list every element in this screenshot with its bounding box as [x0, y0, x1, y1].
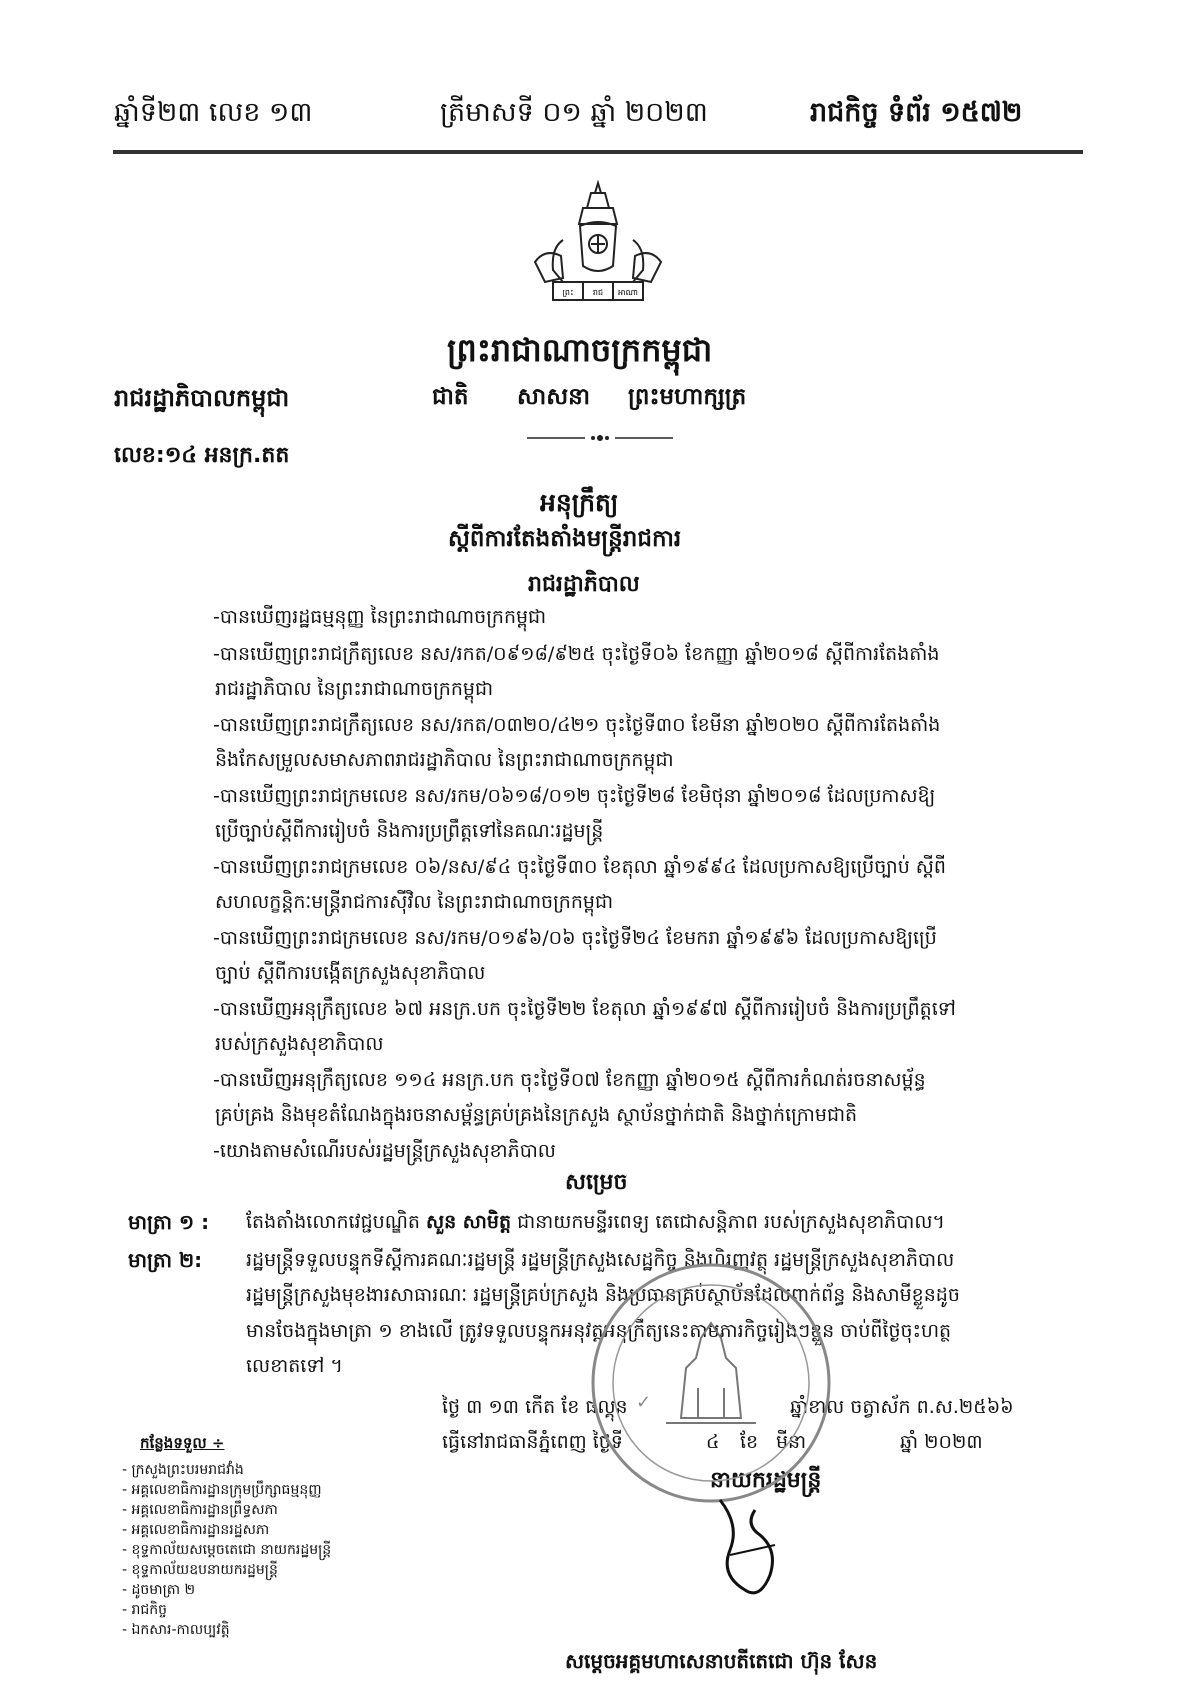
header-divider [113, 150, 1083, 154]
motto-religion: សាសនា [517, 384, 590, 410]
signing-month: មីនា [776, 1431, 807, 1453]
kingdom-name: ព្រះរាជាណាចក្រកម្ពុជា [447, 331, 713, 369]
distribution-item: - អគ្គលេខាធិការដ្ឋានរដ្ឋសភា [122, 1522, 270, 1538]
month-prefix: ខែ [740, 1431, 759, 1453]
distribution-item: - អគ្គលេខាធិការដ្ឋានព្រឹទ្ធសភា [122, 1502, 278, 1518]
distribution-heading: កន្លែងទទួល ÷ [140, 1434, 225, 1452]
article-2-line: រដ្ឋមន្ត្រីក្រសួងមុខងារសាធារណៈ រដ្ឋមន្ត្រីគ្រប់ក្រសួង និងប្រធានគ្រប់ស្ថាប័នដែលពាក់ព័ន្ធ និងសាមីខ្លួនដូច [246, 1284, 960, 1306]
gazette-quarter-date: ត្រីមាសទី ០១ ឆ្នាំ ២០២៣ [440, 97, 708, 128]
distribution-item: - អគ្គលេខាធិការដ្ឋានក្រុមប្រឹក្សាធម្មនុញ្ញ [122, 1482, 322, 1498]
preamble-line: រាជរដ្ឋាភិបាល នៃព្រះរាជាណាចក្រកម្ពុជា [215, 678, 494, 700]
preamble-line: -យោងតាមសំណើរបស់រដ្ឋមន្ត្រីក្រសួងសុខាភិបាល [213, 1140, 556, 1162]
preamble-line: -បានឃើញព្រះរាជក្រមលេខ នស/រកម/០៦១៨/០១២ ចុះថ្ងៃទី២៨ ខែមិថុនា ឆ្នាំ២០១៨ ដែលប្រកាសឱ្យ [213, 785, 936, 807]
lunar-date-prefix: ថ្ងៃ [442, 1396, 461, 1418]
motto-nation: ជាតិ [432, 384, 469, 410]
article-2-line: មានចែងក្នុងមាត្រា ១ ខាងលើ ត្រូវទទួលបន្ទុកអនុវត្តអនុក្រឹត្យនេះតាមភារកិច្ចរៀងៗខ្លួន ចាប់ពីថ្ងៃចុះហត្ថ [246, 1320, 952, 1342]
preamble-line: គ្រប់គ្រង និងមុខតំណែងក្នុងរចនាសម្ព័ន្ធគ្រប់គ្រងនៃក្រសួង ស្ថាប័នថ្នាក់ជាតិ និងថ្នាក់ក្រោមជាតិ [215, 1104, 858, 1126]
lunar-year: ឆ្នាំខាល ចត្វាស័ក ព.ស.២៥៦៦ [790, 1396, 1014, 1418]
gazette-year-issue: ឆ្នាំទី២៣ លេខ ១៣ [114, 97, 313, 128]
preamble-line: -បានឃើញអនុក្រឹត្យលេខ ៦៧ អនក្រ.បក ចុះថ្ងៃទី២២ ខែតុលា ឆ្នាំ១៩៩៧ ស្តីពីការរៀបចំ និងការប្រព្រឹត្តទៅ [213, 998, 956, 1020]
preamble-line: និងកែសម្រួលសមាសភាពរាជរដ្ឋាភិបាល នៃព្រះរាជាណាចក្រកម្ពុជា [215, 749, 674, 771]
seal-mark: ✓ [636, 1392, 652, 1413]
preamble-line: សហលក្ខន្តិកៈមន្ត្រីរាជការស៊ីវិល នៃព្រះរាជាណាចក្រកម្ពុជា [215, 891, 614, 913]
divider-ornament-icon [525, 430, 675, 446]
document-subject: ស្តីពីការតែងតាំងមន្ត្រីរាជការ [448, 526, 682, 552]
distribution-item: - ដូចមាត្រា ២ [122, 1582, 196, 1598]
distribution-item: - ឯកសារ-កាលប្បវត្តិ [122, 1622, 230, 1638]
distribution-item: - ខុទ្ទកាល័យឧបនាយករដ្ឋមន្ត្រី [122, 1562, 278, 1578]
distribution-item: - ខុទ្ទកាល័យសម្តេចតេជោ នាយករដ្ឋមន្ត្រី [122, 1542, 332, 1558]
motto-king: ព្រះមហាក្សត្រ [628, 384, 747, 410]
preamble-line: -បានឃើញព្រះរាជក្រមលេខ ០៦/នស/៩៤ ចុះថ្ងៃទី៣០ ខែតុលា ឆ្នាំ១៩៩៤ ដែលប្រកាសឱ្យប្រើច្បាប់ ស្តីពី [213, 856, 946, 878]
preamble-line: របស់ក្រសួងសុខាភិបាល [215, 1033, 384, 1055]
emblem-band-label-2: រាជ [592, 288, 604, 297]
preamble-line: -បានឃើញព្រះរាជក្រមលេខ នស/រកម/០១៩៦/០៦ ចុះថ្ងៃទី២៤ ខែមករា ឆ្នាំ១៩៩៦ ដែលប្រកាសឱ្យប្រើ [213, 927, 937, 949]
signatory-name: សម្តេចអគ្គមហាសេនាបតីតេជោ ហ៊ុន សែន [565, 1649, 878, 1673]
decision-heading: សម្រេច [565, 1170, 628, 1195]
article-1-label: មាត្រា ១ : [128, 1210, 210, 1234]
preamble-line: -បានឃើញព្រះរាជក្រឹត្យលេខ នស/រកត/០៣២០/៤២១ ចុះថ្ងៃទី៣០ ខែមីនា ឆ្នាំ២០២០ ស្តីពីការតែងតាំង [213, 714, 941, 736]
handwritten-signature-icon [700, 1495, 790, 1605]
issuer-government: រាជរដ្ឋាភិបាលកម្ពុជា [114, 384, 290, 412]
article-2-line: រដ្ឋមន្ត្រីទទួលបន្ទុកទីស្តីការគណៈរដ្ឋមន្ត្រី រដ្ឋមន្ត្រីក្រសួងសេដ្ឋកិច្ច និងហិរញ្ញវត្ថុ រដ្ឋមន្ត្រីក្រសួងសុខាភិបាល [246, 1249, 955, 1271]
signatory-title: នាយករដ្ឋមន្ត្រី [710, 1468, 822, 1493]
preamble-line: ច្បាប់ ស្តីពីការបង្កើតក្រសួងសុខាភិបាល [215, 962, 486, 984]
emblem-band-label-1: ព្រះ [562, 288, 574, 297]
signing-day: ៤ [706, 1431, 720, 1453]
article-1-text-a: តែងតាំងលោកវេជ្ជបណ្ឌិត [246, 1211, 420, 1233]
article-2-label: មាត្រា ២: [128, 1248, 203, 1272]
document-type-title: អនុក្រឹត្យ [540, 488, 619, 517]
preamble-line: -បានឃើញអនុក្រឹត្យលេខ ១១៤ អនក្រ.បក ចុះថ្ងៃទី០៧ ខែកញ្ញា ឆ្នាំ២០១៥ ស្តីពីការកំណត់រចនាសម្ព័ន្ធ [213, 1069, 926, 1091]
distribution-item: - ក្រសួងព្រះបរមរាជវាំង [122, 1462, 244, 1478]
preamble-heading: រាជរដ្ឋាភិបាល [528, 572, 640, 597]
article-1-text-b: ជានាយកមន្ទីរពេទ្យ តេជោសន្តិភាព របស់ក្រសួងសុខាភិបាល។ [517, 1211, 945, 1233]
signing-year: ឆ្នាំ ២០២៣ [900, 1431, 983, 1453]
royal-coat-of-arms-icon [523, 178, 673, 313]
appointee-name: សួន សាមិត្ត [426, 1211, 512, 1233]
official-seal-icon [586, 1258, 836, 1508]
emblem-band-label-3: អាណា [618, 288, 638, 297]
reference-number: លេខ:១៤ អនក្រ.តត [114, 443, 290, 468]
distribution-item: - រាជកិច្ច [122, 1602, 168, 1618]
article-2-line: លេខាតទៅ ។ [246, 1355, 343, 1377]
preamble-line: -បានឃើញរដ្ឋធម្មនុញ្ញ នៃព្រះរាជាណាចក្រកម្ពុជា [213, 606, 547, 628]
gazette-page-number: រាជកិច្ច ទំព័រ ១៥៧២ [810, 97, 1023, 128]
preamble-line: ប្រើច្បាប់ស្តីពីការរៀបចំ និងការប្រព្រឹត្តទៅនៃគណៈរដ្ឋមន្ត្រី [215, 820, 604, 842]
place-prefix: ធ្វើនៅរាជធានីភ្នំពេញ ថ្ងៃទី [442, 1431, 623, 1453]
preamble-line: -បានឃើញព្រះរាជក្រឹត្យលេខ នស/រកត/០៩១៨/៩២៥ ចុះថ្ងៃទី០៦ ខែកញ្ញា ឆ្នាំ២០១៨ ស្តីពីការតែងតាំង [213, 643, 940, 665]
lunar-date: ៣ ១៣ កើត ខែ ផល្គុន [466, 1396, 628, 1418]
